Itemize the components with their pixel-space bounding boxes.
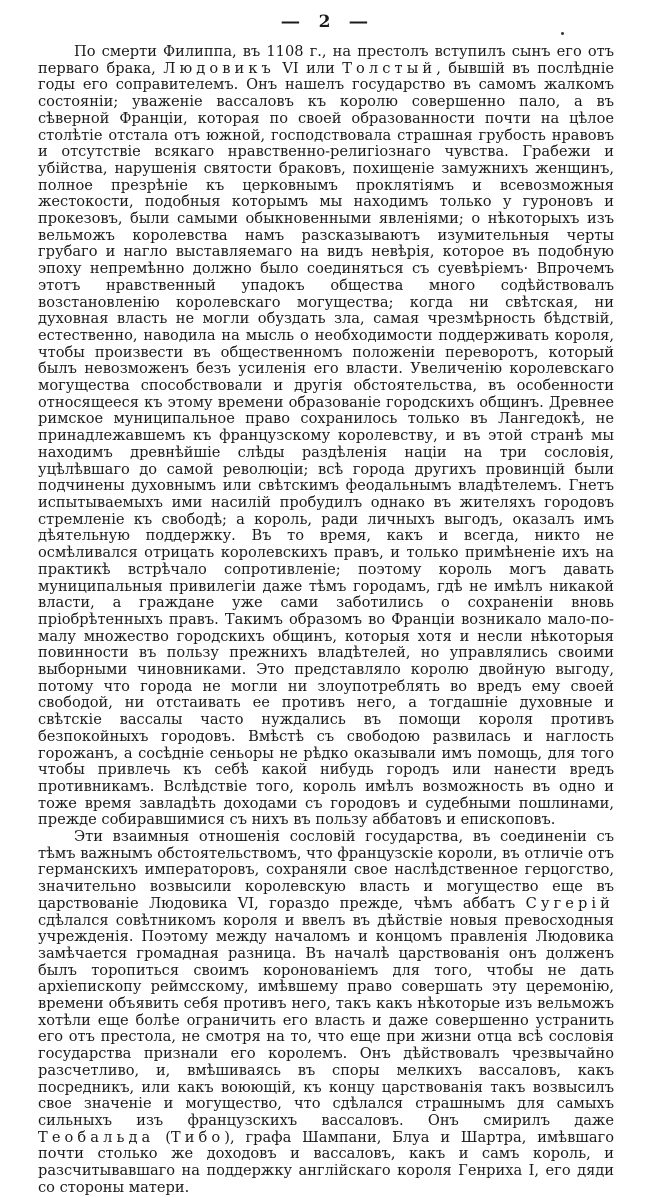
- page-header: [0, 12, 650, 32]
- text-segment: (: [154, 1128, 171, 1146]
- emphasized-name: Людовикъ: [163, 59, 275, 77]
- header-dash-right: —: [348, 12, 370, 32]
- paragraph: [38, 829, 614, 1196]
- ink-speck: [561, 32, 564, 35]
- emphasized-name: Теобальда: [38, 1128, 155, 1146]
- text-segment: По смерти Филиппа, въ 1108 г., на престолъ вступилъ сынъ его отъ перваго брака,: [38, 43, 614, 77]
- text-segment: ), графа Шампани, Блуа и Шартра, имѣвшаго почти столько же доходовъ и вассаловъ, какъ и самъ король, и разсчитывавшаго на поддержку англійскаго короля Генриха I, его дяди со стороны матери.: [38, 1128, 614, 1196]
- text-segment: сдѣлался совѣтникомъ короля и ввелъ въ дѣйствіе новыя превосходныя учрежденія. Поэтому между началомъ и концомъ правленія Людовика замѣчается громадная разница. Въ началѣ царствованія онъ долженъ былъ торопиться своимъ коронованіемъ для того, чтобы не дать архіепископу реймсскому, имѣвшему право совершать эту церемонію, времени объявить себя противъ него, такъ какъ нѣкоторые изъ вельможъ хотѣли еще болѣе ограничить его власть и даже совершенно устранить его отъ престола, не смотря на то, что еще при жизни отца всѣ сословія государства признали его королемъ. Онъ дѣйствовалъ чрезвычайно разсчетливо, и, вмѣшиваясь въ споры мелкихъ вассаловъ, какъ посредникъ, или какъ воюющій, къ концу царствованія такъ возвысилъ свое значеніе и могущество, что сдѣлался страшнымъ для самыхъ сильныхъ изъ французскихъ вассаловъ. Онъ смирилъ даже: [38, 911, 614, 1129]
- text-segment: , бывшій въ послѣдніе годы его соправителемъ. Онъ нашелъ государство въ самомъ жалкомъ состояніи; уваженіе вассаловъ къ королю совершенно пало, а въ сѣверной Франціи, которая по своей образованности почти на цѣлое столѣтіе отстала отъ южной, господствовала страшная грубость нравовъ и отсутствіе всякаго нравственно-религіознаго чувства. Грабежи и убійства, нарушенія святости браковъ, похищеніе замужнихъ женщинъ, полное презрѣніе къ церковнымъ проклятіямъ и всевозможныя жестокости, подобныя которымъ мы находимъ только у гуроновъ и прокезовъ, были самыми обыкновенными явленіями; о нѣкоторыхъ изъ вельможъ королевства намъ разсказываютъ изумительныя черты грубаго и нагло выставляемаго на видъ невѣрія, которое въ подобную эпоху непремѣнно должно было соединяться съ суевѣріемъ· Впрочемъ этотъ нравственный упадокъ общества много содѣйствовалъ возстановленію королевскаго могущества; когда ни свѣтская, ни духовная власть не могли обуздать зла, самая чрезмѣрность бѣдствій, естественно, наводила на мысль о необходимости поддерживать короля, чтобы произвести въ общественномъ положеніи переворотъ, который былъ невозможенъ безъ усиленія его власти. Увеличенію королевскаго могущества способствовали и другія обстоятельства, въ особенности относящееся къ этому времени образованіе городскихъ общинъ. Древнее римское муниципальное право сохранилось только въ Лангедокѣ, не принадлежавшемъ къ французскому королевству, и въ этой странѣ мы находимъ древнѣйшіе слѣды раздѣленія націи на три сословія, уцѣлѣвшаго до самой революціи; всѣ города другихъ провинцій были подчинены духовнымъ или свѣтскимъ феодальнымъ владѣтелемъ. Гнетъ испытываемыхъ ими насилій пробудилъ однако въ жителяхъ городовъ стремленіе къ свободѣ; а король, ради личныхъ выгодъ, оказалъ имъ дѣятельную поддержку. Въ то время, какъ и всегда, никто не осмѣливался отрицать королевскихъ правъ, и только примѣненіе ихъ на практикѣ встрѣчало сопротивленіе; поэтому король могъ давать муниципальныя привилегіи даже тѣмъ городамъ, гдѣ не имѣлъ никакой власти, а граждане уже сами заботились о сохраненіи вновь пріобрѣтенныхъ правъ. Такимъ образомъ во Франціи возникало мало-по-малу множество городскихъ общинъ, которыя хотя и несли нѣкоторыя повинности въ пользу прежнихъ владѣтелей, но управлялись своими выборными чиновниками. Это представляло королю двойную выгоду, потому что города не могли ни злоупотреблять во вредъ ему своей свободой, ни отстаивать ее противъ него, а тогдашніе духовные и свѣтскіе вассалы часто нуждались въ помощи короля противъ безпокойныхъ городовъ. Вмѣстѣ съ свободою развилась и наглость горожанъ, а сосѣдніе сеньоры не рѣдко оказывали имъ помощь, для того чтобы привлечь къ себѣ какой нибудь городъ или нанести вредъ противникамъ. Вслѣдствіе того, король имѣлъ возможность въ одно и тоже время завладѣть доходами съ городовъ и судебными пошлинами, прежде собиравшимися съ нихъ въ пользу аббатовъ и епископовъ.: [38, 59, 614, 829]
- header-dash-left: —: [280, 12, 302, 32]
- emphasized-name: Сугерій: [525, 894, 614, 912]
- text-segment: Эти взаимныя отношенія сословій государства, въ соединеніи съ тѣмъ важнымъ обстоятельствомъ, что французскіе короли, въ отличіе отъ германскихъ императоровъ, сохраняли свое наслѣдственное герцогство, значительно возвысили королевскую власть и могущество еще въ царствованіе Людовика VI, гораздо прежде, чѣмъ аббатъ: [38, 828, 614, 912]
- text-segment: VI или: [274, 59, 343, 77]
- emphasized-name: Толстый: [342, 59, 437, 77]
- paragraph: [38, 44, 614, 829]
- page-number: 2: [318, 12, 332, 32]
- page-body: [38, 44, 614, 1197]
- emphasized-name: Тибо: [170, 1128, 225, 1146]
